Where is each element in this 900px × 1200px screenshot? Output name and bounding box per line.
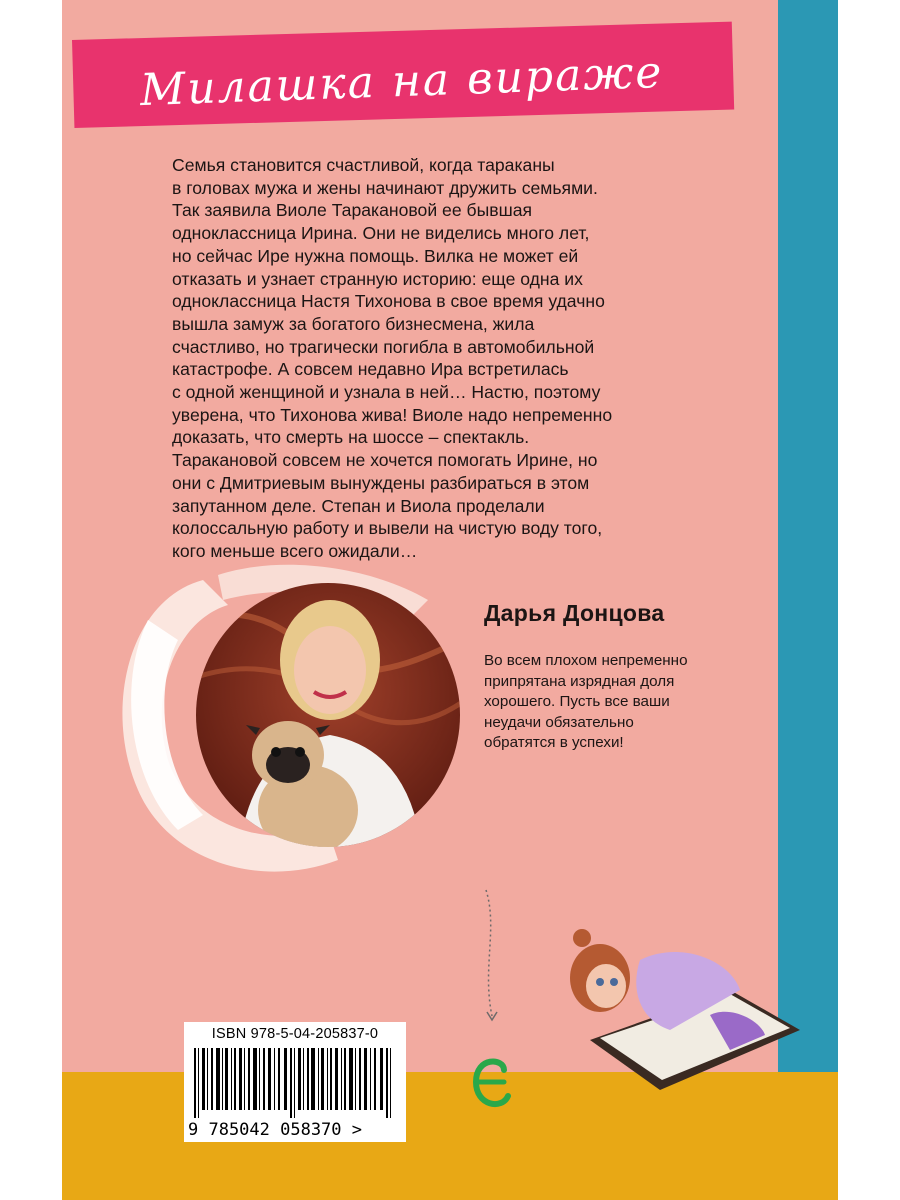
dotted-arrow-icon xyxy=(478,888,506,1028)
series-title: Милашка на вираже xyxy=(139,46,665,117)
doll-on-book-icon xyxy=(560,920,810,1095)
author-quote: Во всем плохом непременно припрятана изрядная доля хорошего. Пусть все ваши неудачи обязательно обратятся в успехи! xyxy=(484,652,688,751)
isbn-barcode-block xyxy=(184,1022,406,1142)
barcode-icon xyxy=(190,1048,400,1118)
author-portrait xyxy=(108,560,468,890)
blurb-text: Семья становится счастливой, когда тараканы в головах мужа и жены начинают дружить семьями. Так заявила Виоле Таракановой ее бывшая одноклассница Ирина. Они не виделись много лет, но сейчас Ире нужна помощь. Вилка не может ей отказать и узнает странную историю: еще одна их одноклассница Настя Тихонова в свое время удачно вышла замуж за богатого бизнесмена, жила счастливо, но трагически погибла в автомобильной катастрофе. А совсем недавно Ира встретилась с одной женщиной и узнала в ней… Настю, поэтому уверена, что Тихонова жива! Виоле надо непременно доказать, что смерть на шоссе – спектакль. Таракановой совсем не хочется помогать Ирине, но они с Дмитриевым вынуждены разбираться в этом запутанном деле. Степан и Виола проделали колоссальную работу и вывели на чистую воду того, кого меньше всего ожидали… xyxy=(172,155,613,561)
publisher-e-logo-icon xyxy=(468,1048,512,1118)
barcode-digits: 9 785042 058370 > xyxy=(188,1120,362,1140)
author-name: Дарья Донцова xyxy=(484,600,665,626)
isbn-label: ISBN 978-5-04-205837-0 xyxy=(211,1026,379,1042)
author-portrait-with-pug-icon xyxy=(108,560,468,890)
